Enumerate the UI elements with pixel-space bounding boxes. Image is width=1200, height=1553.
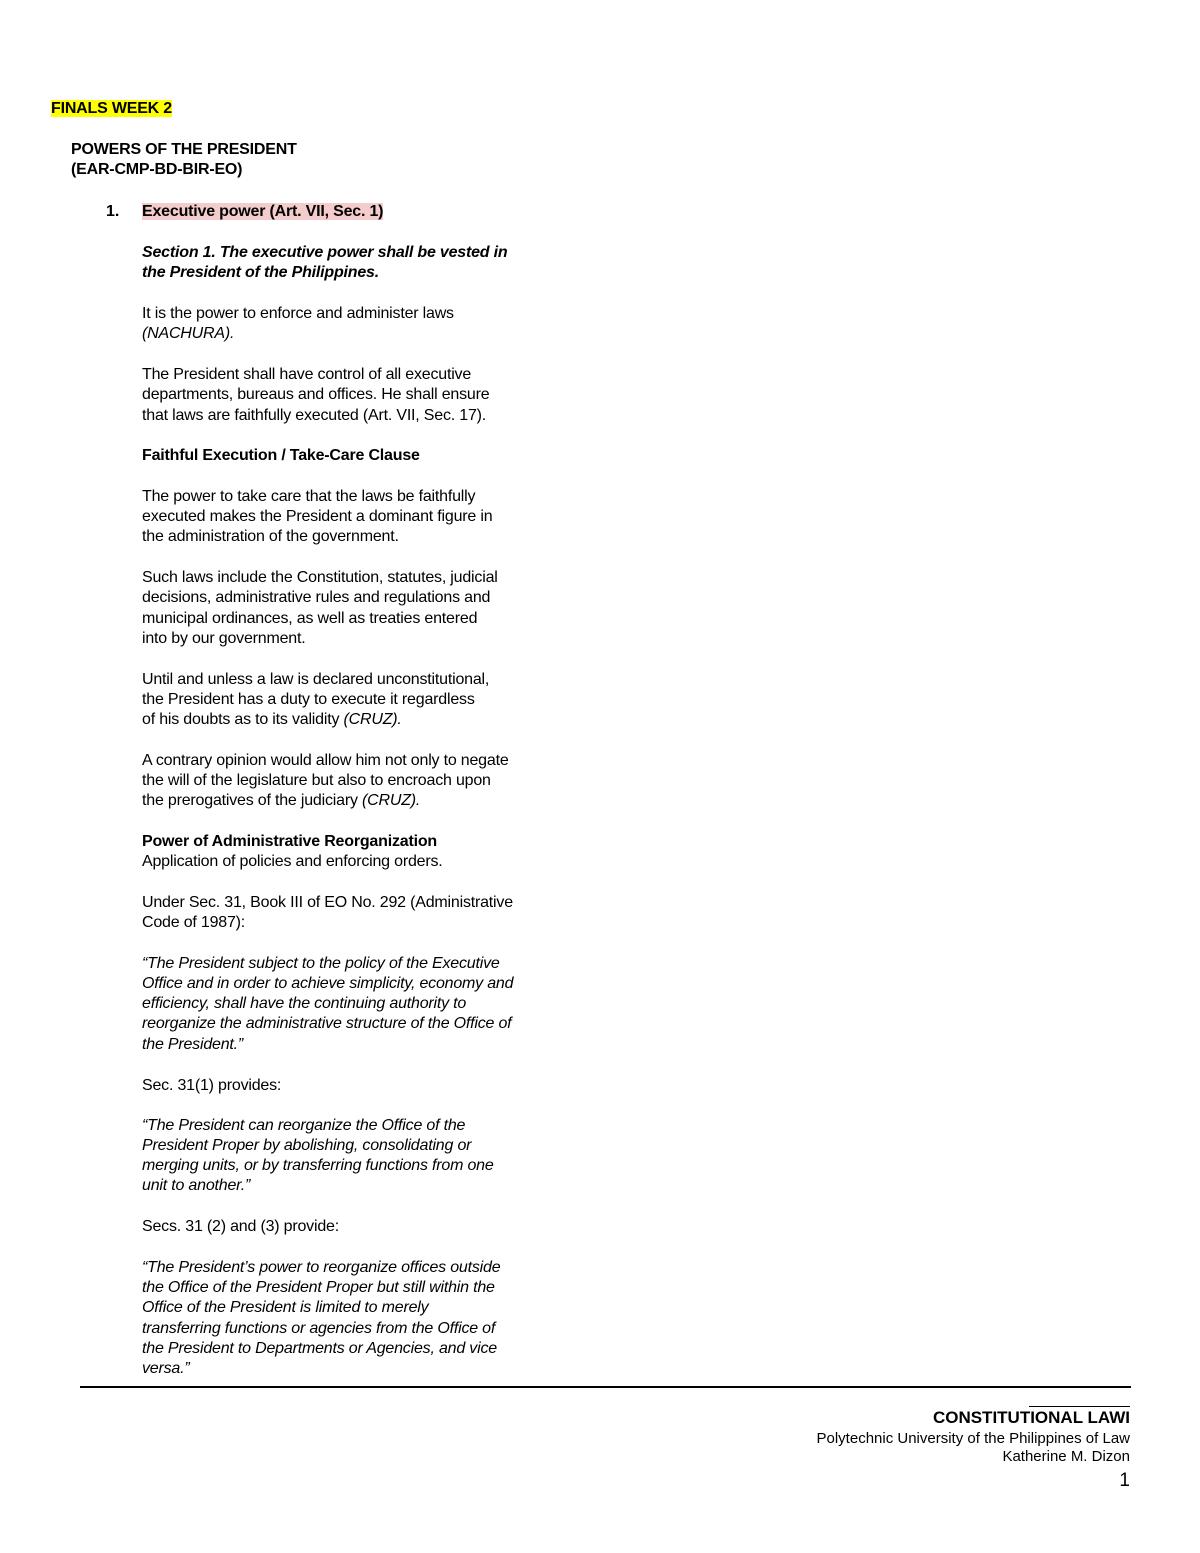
quote-line: “The President can reorganize the Office of the	[142, 1117, 466, 1134]
quote-line: merging units, or by transferring functions from one	[142, 1157, 494, 1174]
section-quote-line: the President of the Philippines.	[142, 264, 379, 281]
paragraph-line: The power to take care that the laws be faithfully	[142, 488, 476, 505]
paragraph-line: departments, bureaus and offices. He shall ensure	[142, 386, 490, 403]
paragraph-line: the administration of the government.	[142, 528, 399, 545]
citation: (CRUZ).	[343, 711, 402, 728]
quote-line: the President.”	[142, 1036, 244, 1053]
paragraph-line: that laws are faithfully executed (Art. VII, Sec. 17).	[142, 407, 487, 424]
paragraph-line: Under Sec. 31, Book III of EO No. 292 (Administrative	[142, 894, 513, 911]
paragraph-line: Code of 1987):	[142, 914, 246, 931]
quote-line: Office and in order to achieve simplicity, economy and	[142, 975, 514, 992]
paragraph-line: The President shall have control of all executive	[142, 366, 472, 383]
quote-line: reorganize the administrative structure of the Office of	[142, 1015, 512, 1032]
section-heading-executive-power: Executive power (Art. VII, Sec. 1)	[142, 203, 384, 220]
paragraph-line: of his doubts as to its validity (CRUZ).	[142, 711, 402, 728]
paragraph-line: A contrary opinion would allow him not only to negate	[142, 752, 509, 769]
doc-title-acronym: (EAR-CMP-BD-BIR-EO)	[71, 161, 243, 178]
quote-line: “The President subject to the policy of the Executive	[142, 955, 500, 972]
subheading-description: Application of policies and enforcing orders.	[142, 853, 443, 870]
quote-line: “The President’s power to reorganize offices outside	[142, 1259, 501, 1276]
quote-line: the Office of the President Proper but still within the	[142, 1279, 495, 1296]
paragraph-line: Until and unless a law is declared unconstitutional,	[142, 671, 490, 688]
paragraph-line: the President has a duty to execute it regardless	[142, 691, 475, 708]
subheading-reorganization: Power of Administrative Reorganization	[142, 833, 437, 850]
footer-course-title: CONSTITUTIONAL LAWI	[932, 1408, 1130, 1427]
quote-line: the President to Departments or Agencies, and vice	[142, 1340, 497, 1357]
paragraph-line: municipal ordinances, as well as treaties entered	[142, 610, 478, 627]
paragraph-line: into by our government.	[142, 630, 306, 647]
paragraph-line: Sec. 31(1) provides:	[142, 1077, 282, 1094]
footer-overline	[1029, 1406, 1130, 1407]
doc-title: POWERS OF THE PRESIDENT	[71, 141, 297, 158]
week-label: FINALS WEEK 2	[51, 100, 172, 117]
quote-line: versa.”	[142, 1360, 190, 1377]
paragraph-line: executed makes the President a dominant figure in	[142, 508, 493, 525]
subheading-faithful-execution: Faithful Execution / Take-Care Clause	[142, 447, 420, 464]
footer-author: Katherine M. Dizon	[1002, 1448, 1130, 1465]
paragraph-line: Secs. 31 (2) and (3) provide:	[142, 1218, 339, 1235]
quote-line: unit to another.”	[142, 1177, 251, 1194]
footer-divider	[80, 1386, 1131, 1388]
paragraph-line: Such laws include the Constitution, statutes, judicial	[142, 569, 498, 586]
citation: (CRUZ).	[362, 792, 421, 809]
footer-school: Polytechnic University of the Philippines of Law	[816, 1430, 1130, 1447]
list-number: 1.	[106, 203, 120, 220]
paragraph-line: the prerogatives of the judiciary (CRUZ).	[142, 792, 421, 809]
quote-line: efficiency, shall have the continuing authority to	[142, 995, 467, 1012]
quote-line: transferring functions or agencies from the Office of	[142, 1320, 496, 1337]
definition-line: It is the power to enforce and administer laws	[142, 305, 454, 322]
paragraph-line: decisions, administrative rules and regulations and	[142, 589, 491, 606]
definition-citation: (NACHURA).	[142, 325, 235, 342]
quote-line: Office of the President is limited to merely	[142, 1299, 429, 1316]
page-number: 1	[1119, 1470, 1130, 1491]
paragraph-line: the will of the legislature but also to encroach upon	[142, 772, 491, 789]
quote-line: President Proper by abolishing, consolidating or	[142, 1137, 472, 1154]
section-quote-line: Section 1. The executive power shall be vested in	[142, 244, 508, 261]
